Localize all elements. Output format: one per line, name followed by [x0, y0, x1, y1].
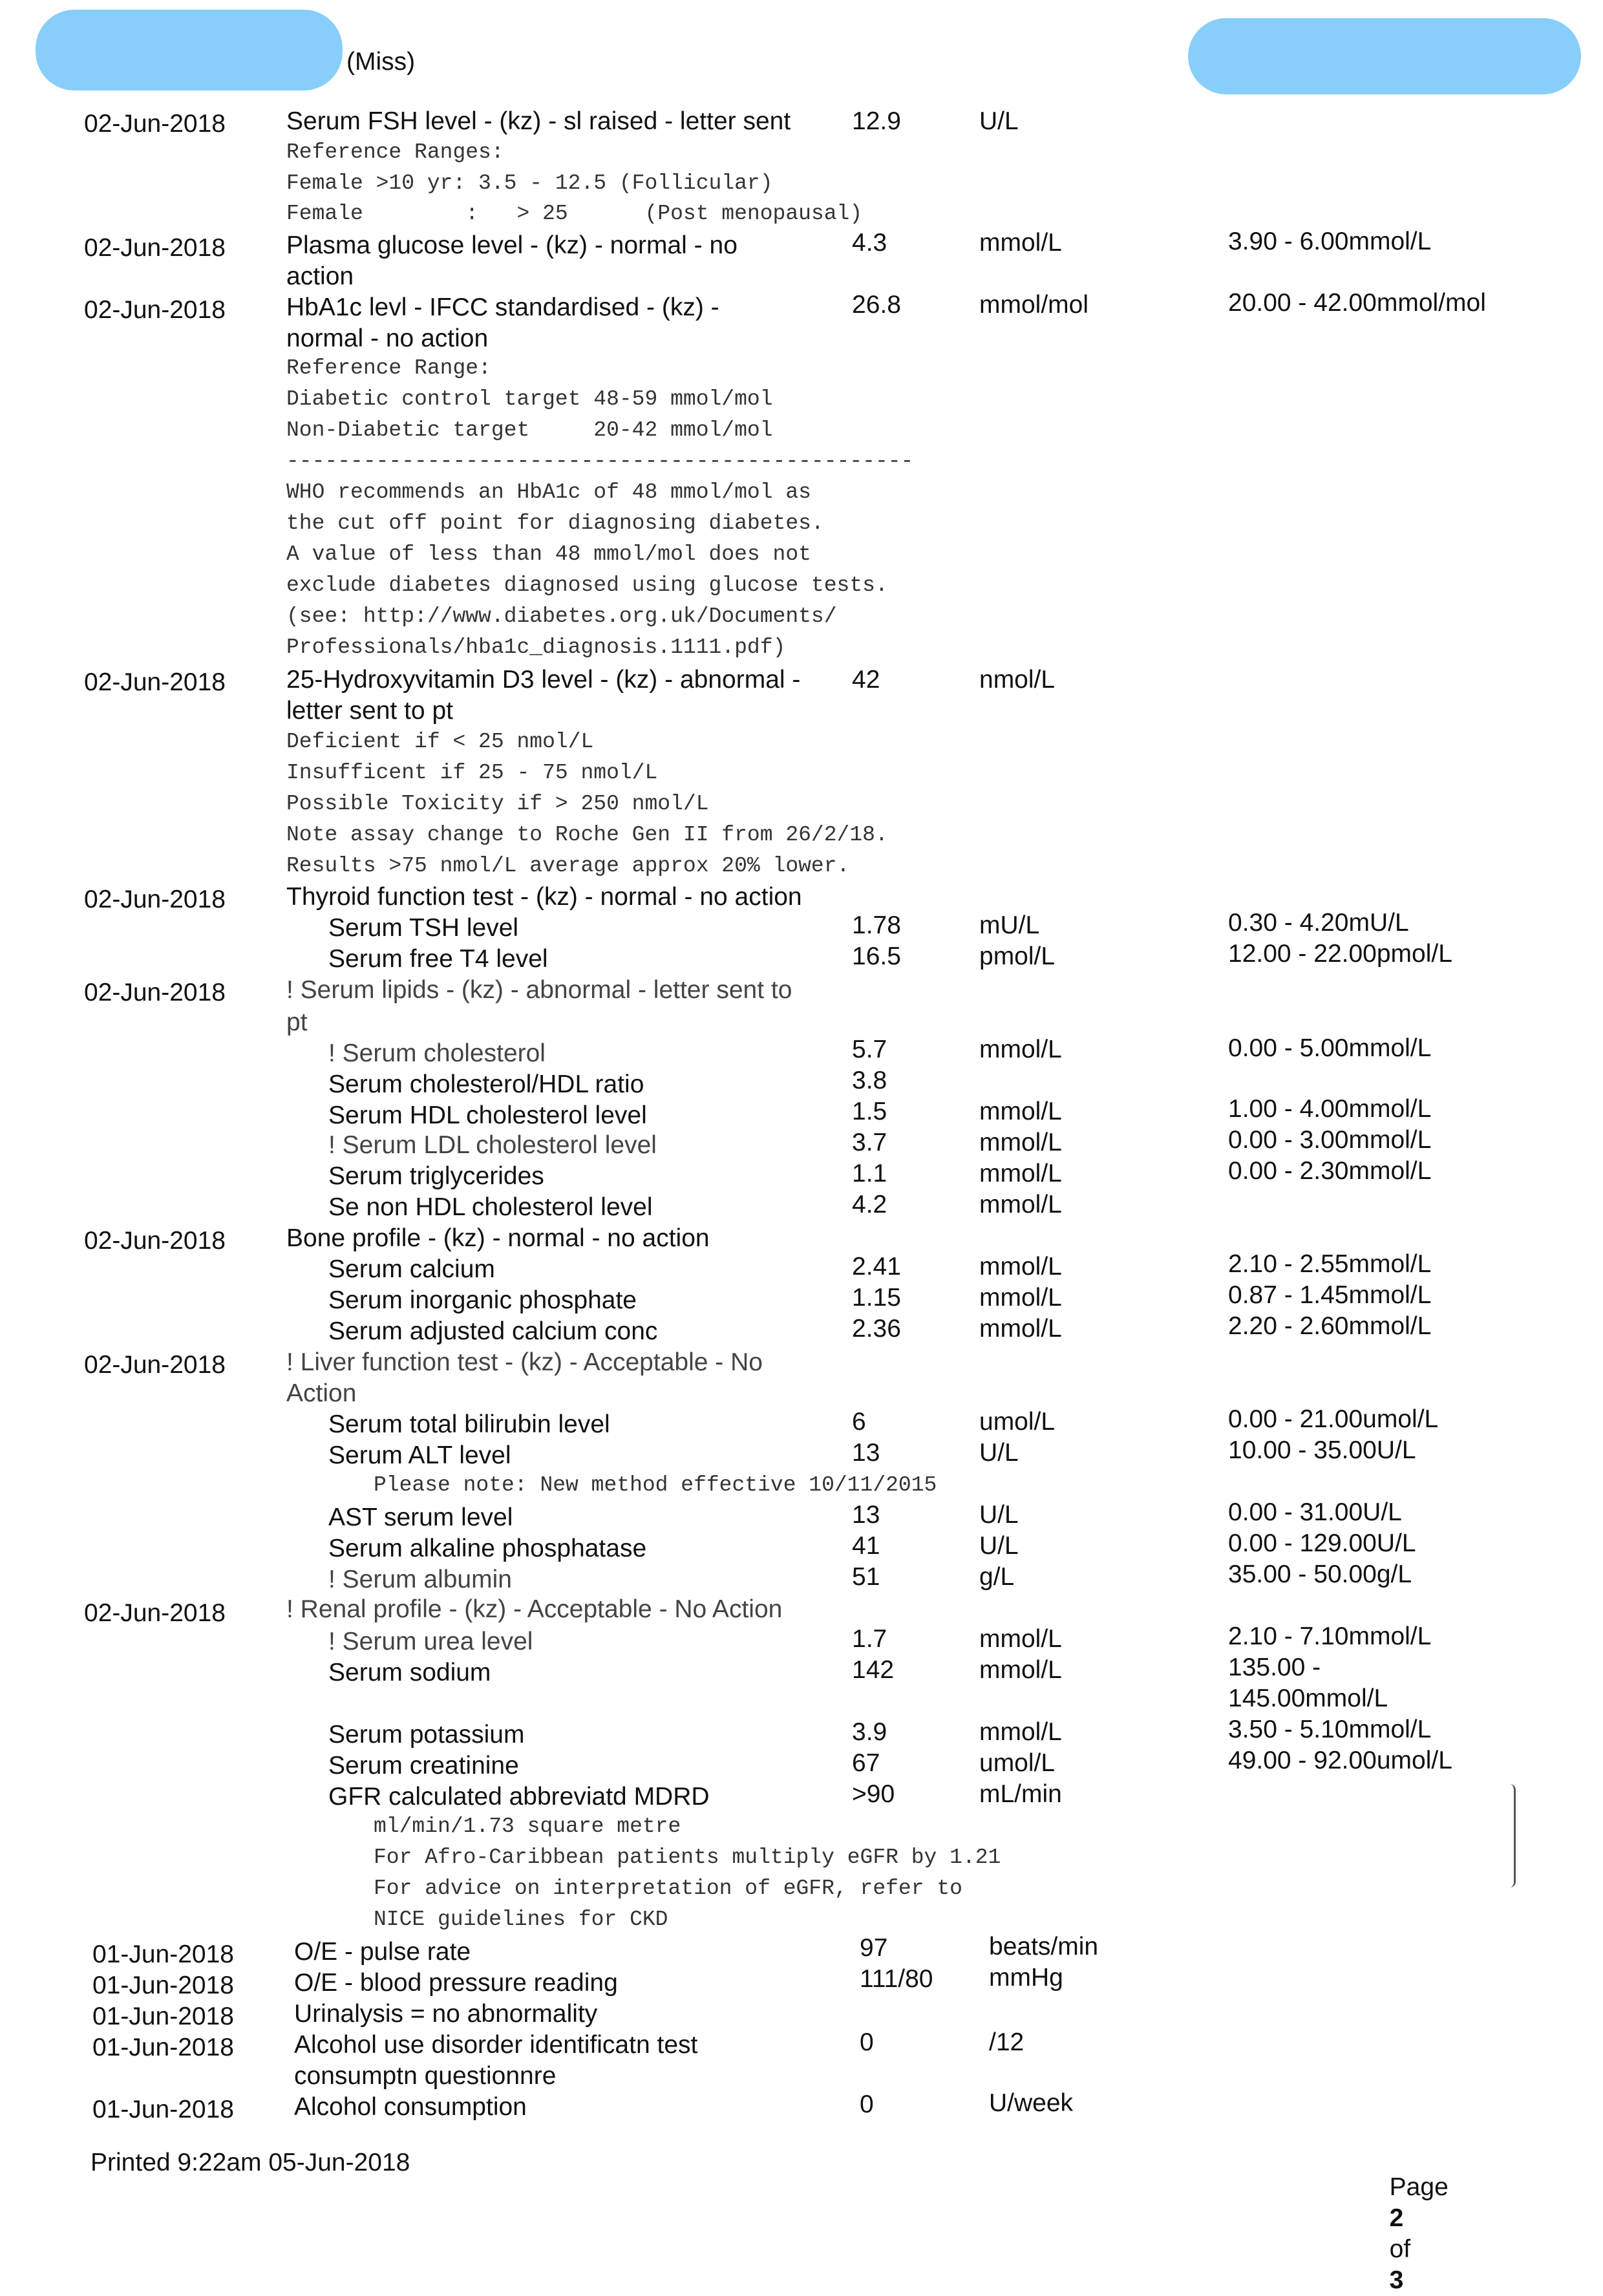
obs-unit: U/week: [989, 2089, 1074, 2117]
test-name: ! Serum urea level: [328, 1628, 533, 1655]
note-line: For advice on interpretation of eGFR, refer to: [374, 1876, 962, 1900]
result-unit: mmol/mol: [979, 291, 1089, 319]
reference-range: 2.10 - 7.10mmol/L: [1228, 1622, 1432, 1650]
obs-date: 01-Jun-2018: [92, 1972, 234, 1999]
obs-unit: beats/min: [989, 1933, 1099, 1961]
obs-value: 97: [860, 1934, 888, 1962]
result-unit: mmol/L: [979, 1718, 1062, 1746]
result-value: 16.5: [852, 942, 901, 970]
result-unit: umol/L: [979, 1408, 1056, 1436]
reference-range: 12.00 - 22.00pmol/L: [1228, 940, 1452, 968]
page-current: 2: [1389, 2204, 1404, 2232]
result-date: 02-Jun-2018: [84, 668, 226, 696]
result-value: 51: [852, 1563, 880, 1591]
result-unit: mmol/L: [979, 1315, 1062, 1343]
result-unit: mmol/L: [979, 1160, 1062, 1187]
note-line: Please note: New method effective 10/11/2015: [374, 1473, 937, 1497]
result-value: 1.5: [852, 1098, 887, 1125]
test-name: Serum adjusted calcium conc: [328, 1317, 658, 1345]
test-name: Se non HDL cholesterol level: [328, 1193, 653, 1221]
note-line: Deficient if < 25 nmol/L: [286, 730, 594, 754]
reference-range: 20.00 - 42.00mmol/mol: [1228, 289, 1486, 317]
result-unit: U/L: [979, 1501, 1019, 1529]
result-unit: mmol/L: [979, 1036, 1062, 1063]
result-unit: mmol/L: [979, 1625, 1062, 1653]
separator-line: -------------------------------------------------: [286, 449, 914, 473]
of-word: of: [1389, 2235, 1411, 2263]
note-line: exclude diabetes diagnosed using glucose tests.: [286, 573, 888, 597]
result-date: 02-Jun-2018: [84, 886, 226, 913]
result-desc: normal - no action: [286, 324, 489, 352]
result-unit: umol/L: [979, 1749, 1056, 1777]
result-unit: g/L: [979, 1563, 1015, 1591]
reference-range: 10.00 - 35.00U/L: [1228, 1436, 1416, 1464]
note-line: A value of less than 48 mmol/mol does not: [286, 542, 811, 566]
obs-desc: Urinalysis = no abnormality: [294, 2000, 598, 2028]
reference-range: 3.90 - 6.00mmol/L: [1228, 228, 1432, 255]
reference-range: 35.00 - 50.00g/L: [1228, 1560, 1412, 1588]
test-name: Serum total bilirubin level: [328, 1410, 610, 1438]
note-line: (see: http://www.diabetes.org.uk/Documents/: [286, 604, 837, 628]
obs-value: 0: [860, 2028, 874, 2056]
obs-date: 01-Jun-2018: [92, 2034, 234, 2061]
obs-date: 01-Jun-2018: [92, 1940, 234, 1968]
test-name: Serum sodium: [328, 1659, 491, 1686]
result-desc: letter sent to pt: [286, 697, 453, 725]
test-name: Serum cholesterol/HDL ratio: [328, 1070, 644, 1098]
result-unit: mU/L: [979, 911, 1040, 939]
note-line: the cut off point for diagnosing diabetes.: [286, 511, 824, 535]
reference-range: 49.00 - 92.00umol/L: [1228, 1747, 1452, 1774]
obs-date: 01-Jun-2018: [92, 2096, 234, 2123]
reference-range: 0.87 - 1.45mmol/L: [1228, 1281, 1432, 1309]
result-date: 02-Jun-2018: [84, 1351, 226, 1379]
reference-range: 2.20 - 2.60mmol/L: [1228, 1312, 1432, 1340]
result-desc: action: [286, 262, 354, 290]
note-line: Female : > 25 (Post menopausal): [286, 202, 863, 226]
obs-date: 01-Jun-2018: [92, 2003, 234, 2030]
reference-range: 0.00 - 31.00U/L: [1228, 1498, 1402, 1526]
result-value: 3.8: [852, 1067, 887, 1094]
scan-mark-icon: [1510, 1784, 1516, 1887]
result-value: 142: [852, 1656, 895, 1684]
test-name: ! Serum cholesterol: [328, 1039, 546, 1067]
note-line: Diabetic control target 48-59 mmol/mol: [286, 387, 773, 411]
result-value: 41: [852, 1532, 880, 1560]
result-date: 02-Jun-2018: [84, 296, 226, 324]
note-line: Reference Range:: [286, 356, 491, 380]
result-unit: U/L: [979, 1439, 1019, 1467]
result-date: 02-Jun-2018: [84, 1599, 226, 1627]
obs-desc: O/E - blood pressure reading: [294, 1969, 618, 1997]
result-desc: Plasma glucose level - (kz) - normal - no: [286, 231, 738, 259]
result-value: 1.15: [852, 1284, 901, 1312]
note-line: Reference Ranges:: [286, 140, 504, 164]
result-value: 1.78: [852, 911, 901, 939]
reference-range: 0.00 - 3.00mmol/L: [1228, 1126, 1432, 1154]
result-unit: nmol/L: [979, 666, 1056, 694]
result-value: 5.7: [852, 1036, 887, 1063]
obs-unit: /12: [989, 2028, 1024, 2056]
obs-desc: Alcohol consumption: [294, 2093, 527, 2121]
test-name: ! Serum LDL cholesterol level: [328, 1131, 657, 1159]
note-line: WHO recommends an HbA1c of 48 mmol/mol as: [286, 480, 811, 504]
test-name: Serum potassium: [328, 1721, 525, 1749]
test-name: Serum creatinine: [328, 1752, 519, 1780]
test-name: ! Serum albumin: [328, 1566, 512, 1593]
test-name: Serum alkaline phosphatase: [328, 1535, 647, 1562]
result-value: 4.3: [852, 229, 887, 257]
note-line: Note assay change to Roche Gen II from 26/2/18.: [286, 823, 888, 847]
result-desc: HbA1c levl - IFCC standardised - (kz) -: [286, 293, 719, 321]
note-line: NICE guidelines for CKD: [374, 1908, 668, 1931]
note-line: Insufficent if 25 - 75 nmol/L: [286, 761, 658, 785]
reference-range: 3.50 - 5.10mmol/L: [1228, 1716, 1432, 1743]
result-date: 02-Jun-2018: [84, 234, 226, 262]
reference-range: 135.00 -: [1228, 1653, 1321, 1681]
reference-range: 0.30 - 4.20mU/L: [1228, 909, 1409, 937]
result-value: 13: [852, 1501, 880, 1529]
result-unit: mmol/L: [979, 229, 1062, 257]
result-unit: mL/min: [979, 1780, 1062, 1808]
obs-unit: mmHg: [989, 1964, 1063, 1992]
test-name: Serum HDL cholesterol level: [328, 1101, 647, 1129]
result-unit: mmol/L: [979, 1098, 1062, 1125]
result-desc: pt: [286, 1008, 308, 1036]
result-value: 1.1: [852, 1160, 887, 1187]
page-number: [1375, 2141, 1449, 2296]
result-desc: Thyroid function test - (kz) - normal - no action: [286, 883, 802, 911]
result-date: 02-Jun-2018: [84, 110, 226, 138]
obs-value: 0: [860, 2090, 874, 2118]
reference-range: 0.00 - 2.30mmol/L: [1228, 1157, 1432, 1185]
note-line: For Afro-Caribbean patients multiply eGFR by 1.21: [374, 1845, 1001, 1869]
test-name: Serum calcium: [328, 1255, 495, 1283]
result-unit: mmol/L: [979, 1253, 1062, 1281]
result-unit: mmol/L: [979, 1656, 1062, 1684]
note-line: Female >10 yr: 3.5 - 12.5 (Follicular): [286, 171, 773, 195]
result-value: 26.8: [852, 291, 901, 319]
reference-range: 0.00 - 5.00mmol/L: [1228, 1034, 1432, 1062]
test-name: Serum free T4 level: [328, 945, 548, 973]
test-name: Serum ALT level: [328, 1441, 511, 1469]
reference-range: 1.00 - 4.00mmol/L: [1228, 1095, 1432, 1123]
title-suffix: (Miss): [346, 48, 416, 76]
result-value: 13: [852, 1439, 880, 1467]
result-desc: ! Liver function test - (kz) - Acceptable - No: [286, 1348, 763, 1376]
note-line: ml/min/1.73 square metre: [374, 1814, 681, 1838]
reference-range: 0.00 - 21.00umol/L: [1228, 1405, 1439, 1433]
test-name: GFR calculated abbreviatd MDRD: [328, 1783, 710, 1811]
test-name: Serum inorganic phosphate: [328, 1286, 637, 1314]
test-name: AST serum level: [328, 1504, 513, 1531]
result-unit: mmol/L: [979, 1129, 1062, 1156]
result-value: 1.7: [852, 1625, 887, 1653]
result-value: 67: [852, 1749, 880, 1777]
result-desc: Action: [286, 1379, 357, 1407]
obs-desc: consumptn questionnre: [294, 2062, 557, 2090]
page-word: Page: [1389, 2173, 1449, 2201]
reference-range: 145.00mmol/L: [1228, 1685, 1388, 1712]
printed-timestamp: Printed 9:22am 05-Jun-2018: [90, 2149, 410, 2176]
result-value: 3.9: [852, 1718, 887, 1746]
redacted-name: [36, 10, 343, 90]
result-value: 6: [852, 1408, 866, 1436]
note-line: Non-Diabetic target 20-42 mmol/mol: [286, 418, 773, 442]
result-desc: ! Renal profile - (kz) - Acceptable - No Action: [286, 1595, 783, 1623]
note-line: Professionals/hba1c_diagnosis.1111.pdf): [286, 635, 786, 659]
result-value: 2.41: [852, 1253, 901, 1281]
result-unit: mmol/L: [979, 1191, 1062, 1218]
result-value: 42: [852, 666, 880, 694]
obs-desc: O/E - pulse rate: [294, 1938, 471, 1966]
result-value: 3.7: [852, 1129, 887, 1156]
result-value: 2.36: [852, 1315, 901, 1343]
result-desc: 25-Hydroxyvitamin D3 level - (kz) - abnormal -: [286, 666, 801, 694]
result-date: 02-Jun-2018: [84, 1227, 226, 1255]
result-desc: Serum FSH level - (kz) - sl raised - letter sent: [286, 107, 791, 135]
result-value: >90: [852, 1780, 895, 1808]
reference-range: 0.00 - 129.00U/L: [1228, 1529, 1416, 1557]
test-name: Serum triglycerides: [328, 1162, 544, 1190]
result-unit: mmol/L: [979, 1284, 1062, 1312]
result-value: 12.9: [852, 107, 901, 135]
note-line: Possible Toxicity if > 250 nmol/L: [286, 792, 709, 816]
result-date: 02-Jun-2018: [84, 979, 226, 1006]
note-line: Results >75 nmol/L average approx 20% lower.: [286, 854, 850, 878]
result-value: 4.2: [852, 1191, 887, 1218]
result-unit: U/L: [979, 107, 1019, 135]
obs-desc: Alcohol use disorder identificatn test: [294, 2031, 698, 2059]
reference-range: 2.10 - 2.55mmol/L: [1228, 1250, 1432, 1278]
test-name: Serum TSH level: [328, 914, 519, 942]
obs-value: 111/80: [860, 1965, 933, 1993]
result-unit: U/L: [979, 1532, 1019, 1560]
redacted-id: [1188, 18, 1581, 94]
result-desc: ! Serum lipids - (kz) - abnormal - letter sent to: [286, 976, 792, 1004]
result-unit: pmol/L: [979, 942, 1056, 970]
page-total: 3: [1389, 2266, 1404, 2294]
result-desc: Bone profile - (kz) - normal - no action: [286, 1224, 710, 1252]
